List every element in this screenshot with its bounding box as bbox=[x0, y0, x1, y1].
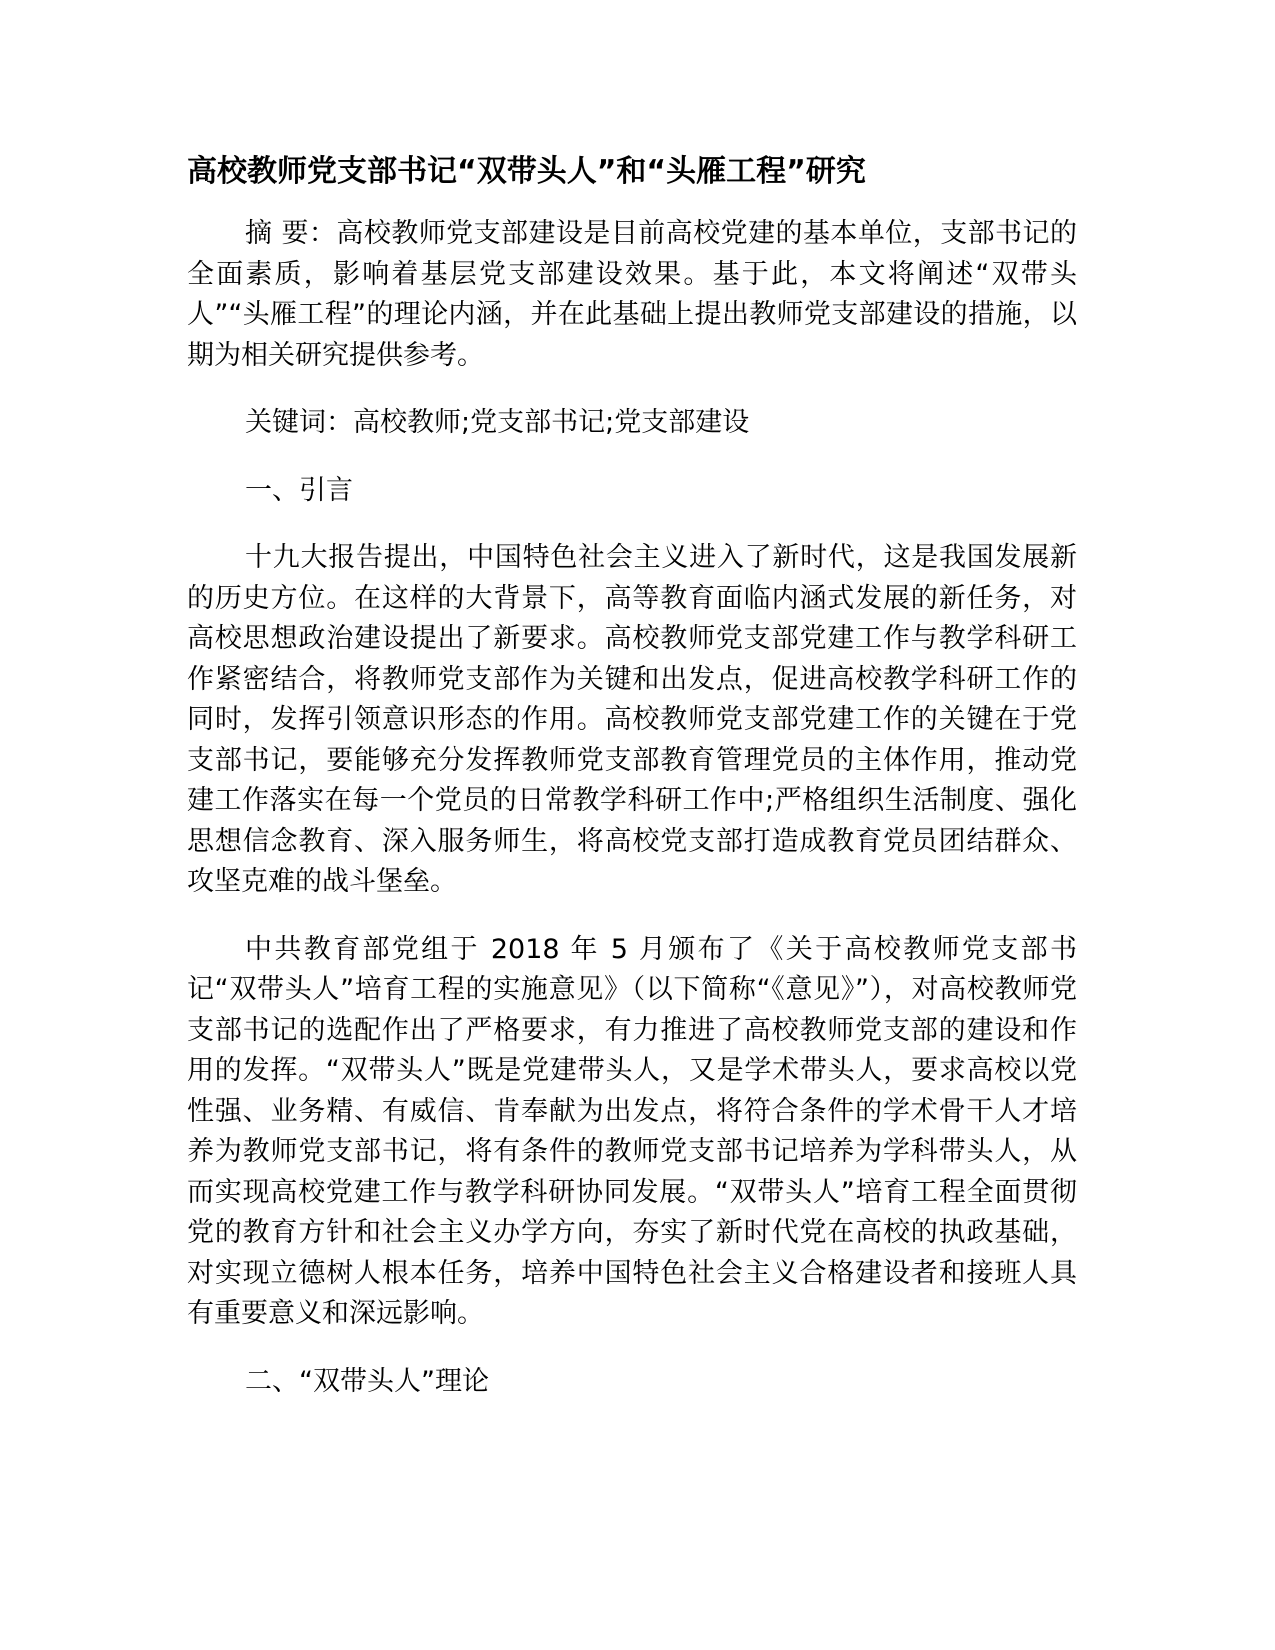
introduction-paragraph-1: 十九大报告提出，中国特色社会主义进入了新时代，这是我国发展新的历史方位。在这样的大背景下，高等教育面临内涵式发展的新任务，对高校思想政治建设提出了新要求。高校教师党支部党建工作与教学科研工作紧密结合，将教师党支部作为关键和出发点，促进高校教学科研工作的同时，发挥引领意识形态的作用。高校教师党支部党建工作的关键在于党支部书记，要能够充分发挥教师党支部教育管理党员的主体作用，推动党建工作落实在每一个党员的日常教学科研工作中;严格组织生活制度、强化思想信念教育、深入服务师生，将高校党支部打造成教育党员团结群众、攻坚克难的战斗堡垒。 bbox=[187, 542, 1077, 897]
section-heading-theory: 二、“双带头人”理论 bbox=[245, 1365, 489, 1397]
abstract-paragraph: 摘 要：高校教师党支部建设是目前高校党建的基本单位，支部书记的全面素质，影响着基层党支部建设效果。基于此，本文将阐述“双带头人”“头雁工程”的理论内涵，并在此基础上提出教师党支部建设的措施，以期为相关研究提供参考。 bbox=[187, 218, 1077, 371]
document-page bbox=[187, 150, 1077, 1429]
section-heading-introduction: 一、引言 bbox=[245, 474, 353, 506]
keywords-paragraph: 关键词：高校教师;党支部书记;党支部建设 bbox=[245, 407, 750, 438]
introduction-paragraph-2: 中共教育部党组于 2018 年 5 月颁布了《关于高校教师党支部书记“双带头人”培育工程的实施意见》（以下简称“《意见》”），对高校教师党支部书记的选配作出了严格要求，有力推进了高校教师党支部的建设和作用的发挥。“双带头人”既是党建带头人，又是学术带头人，要求高校以党性强、业务精、有威信、肯奉献为出发点，将符合条件的学术骨干人才培养为教师党支部书记，将有条件的教师党支部书记培养为学科带头人，从而实现高校党建工作与教学科研协同发展。“双带头人”培育工程全面贯彻党的教育方针和社会主义办学方向，夯实了新时代党在高校的执政基础，对实现立德树人根本任务，培养中国特色社会主义合格建设者和接班人具有重要意义和深远影响。 bbox=[187, 933, 1077, 1329]
document-title: 高校教师党支部书记“双带头人”和“头雁工程”研究 bbox=[187, 154, 866, 189]
